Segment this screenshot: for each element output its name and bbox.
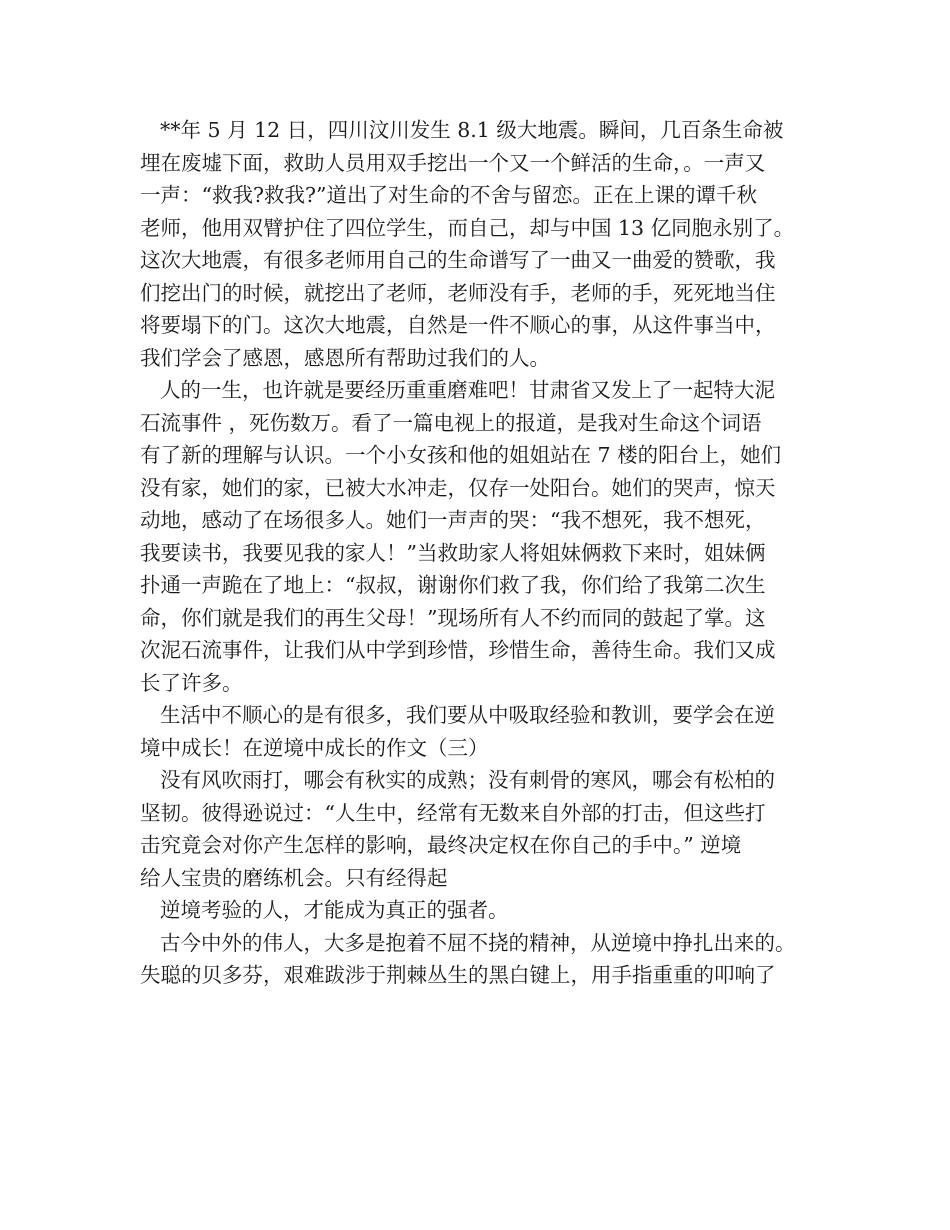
text-line: 境中成长！在逆境中成长的作文（三） <box>140 735 489 760</box>
text-line: 次泥石流事件，让我们从中学到珍惜，珍惜生命，善待生命。我们又成 <box>140 638 776 662</box>
text-line: 一声：“救我?救我?”道出了对生命的不舍与留恋。正在上课的谭千秋 <box>140 183 757 207</box>
text-line: 生活中不顺心的是有很多，我们要从中吸取经验和教训，要学会在逆 <box>160 703 775 727</box>
text-line: 动地，感动了在场很多人。她们一声声的哭：“我不想死，我不想死， <box>140 508 766 532</box>
text-line: 埋在废墟下面，救助人员用双手挖出一个又一个鲜活的生命，。一声又 <box>140 150 766 175</box>
text-line: 击究竟会对你产生怎样的影响，最终决定权在你自己的手中。” 逆境 <box>140 833 742 857</box>
text-line: 扑通一声跪在了地上：“叔叔，谢谢你们救了我，你们给了我第二次生 <box>140 573 766 597</box>
text-line: 逆境考验的人，才能成为真正的强者。 <box>160 898 509 922</box>
text-line: 命，你们就是我们的再生父母！”现场所有人不约而同的鼓起了掌。这 <box>140 605 766 630</box>
text-line: 给人宝贵的磨练机会。只有经得起 <box>140 865 448 890</box>
text-line: **年 5 月 12 日，四川汶川发生 8.1 级大地震。瞬间，几百条生命被 <box>160 118 784 142</box>
text-line: 古今中外的伟人，大多是抱着不屈不挠的精神，从逆境中挣扎出来的。 <box>160 930 796 955</box>
text-line: 人的一生，也许就是要经历重重磨难吧！甘肃省又发上了一起特大泥 <box>160 378 775 402</box>
text-line: 有了新的理解与认识。一个小女孩和他的姐姐站在 7 楼的阳台上，她们 <box>140 443 782 467</box>
document-body <box>140 114 830 992</box>
text-line: 石流事件 ，死伤数万。看了一篇电视上的报道，是我对生命这个词语 <box>140 410 762 435</box>
text-line: 这次大地震，有很多老师用自己的生命谱写了一曲又一曲爱的赞歌，我 <box>140 248 776 272</box>
text-line: 失聪的贝多芬，艰难跋涉于荆棘丛生的黑白键上，用手指重重的叩响了 <box>140 963 776 987</box>
text-line: 长了许多。 <box>140 670 243 695</box>
text-line: 坚韧。彼得逊说过：“人生中，经常有无数来自外部的打击，但这些打 <box>140 800 766 825</box>
text-line: 将要塌下的门。这次大地震，自然是一件不顺心的事，从这件事当中， <box>140 313 776 337</box>
text-line: 老师，他用双臂护住了四位学生，而自己，却与中国 13 亿同胞永别了。 <box>140 215 795 240</box>
text-line: 没有家，她们的家，已被大水冲走，仅存一处阳台。她们的哭声，惊天 <box>140 475 776 500</box>
text-line: 我要读书，我要见我的家人！”当救助家人将姐妹俩救下来时，姐妹俩 <box>140 540 766 565</box>
text-line: 们挖出门的时候，就挖出了老师，老师没有手，老师的手，死死地当住 <box>140 280 776 305</box>
text-line: 我们学会了感恩，感恩所有帮助过我们的人。 <box>140 345 550 370</box>
text-line: 没有风吹雨打，哪会有秋实的成熟；没有刺骨的寒风，哪会有松柏的 <box>160 768 775 792</box>
